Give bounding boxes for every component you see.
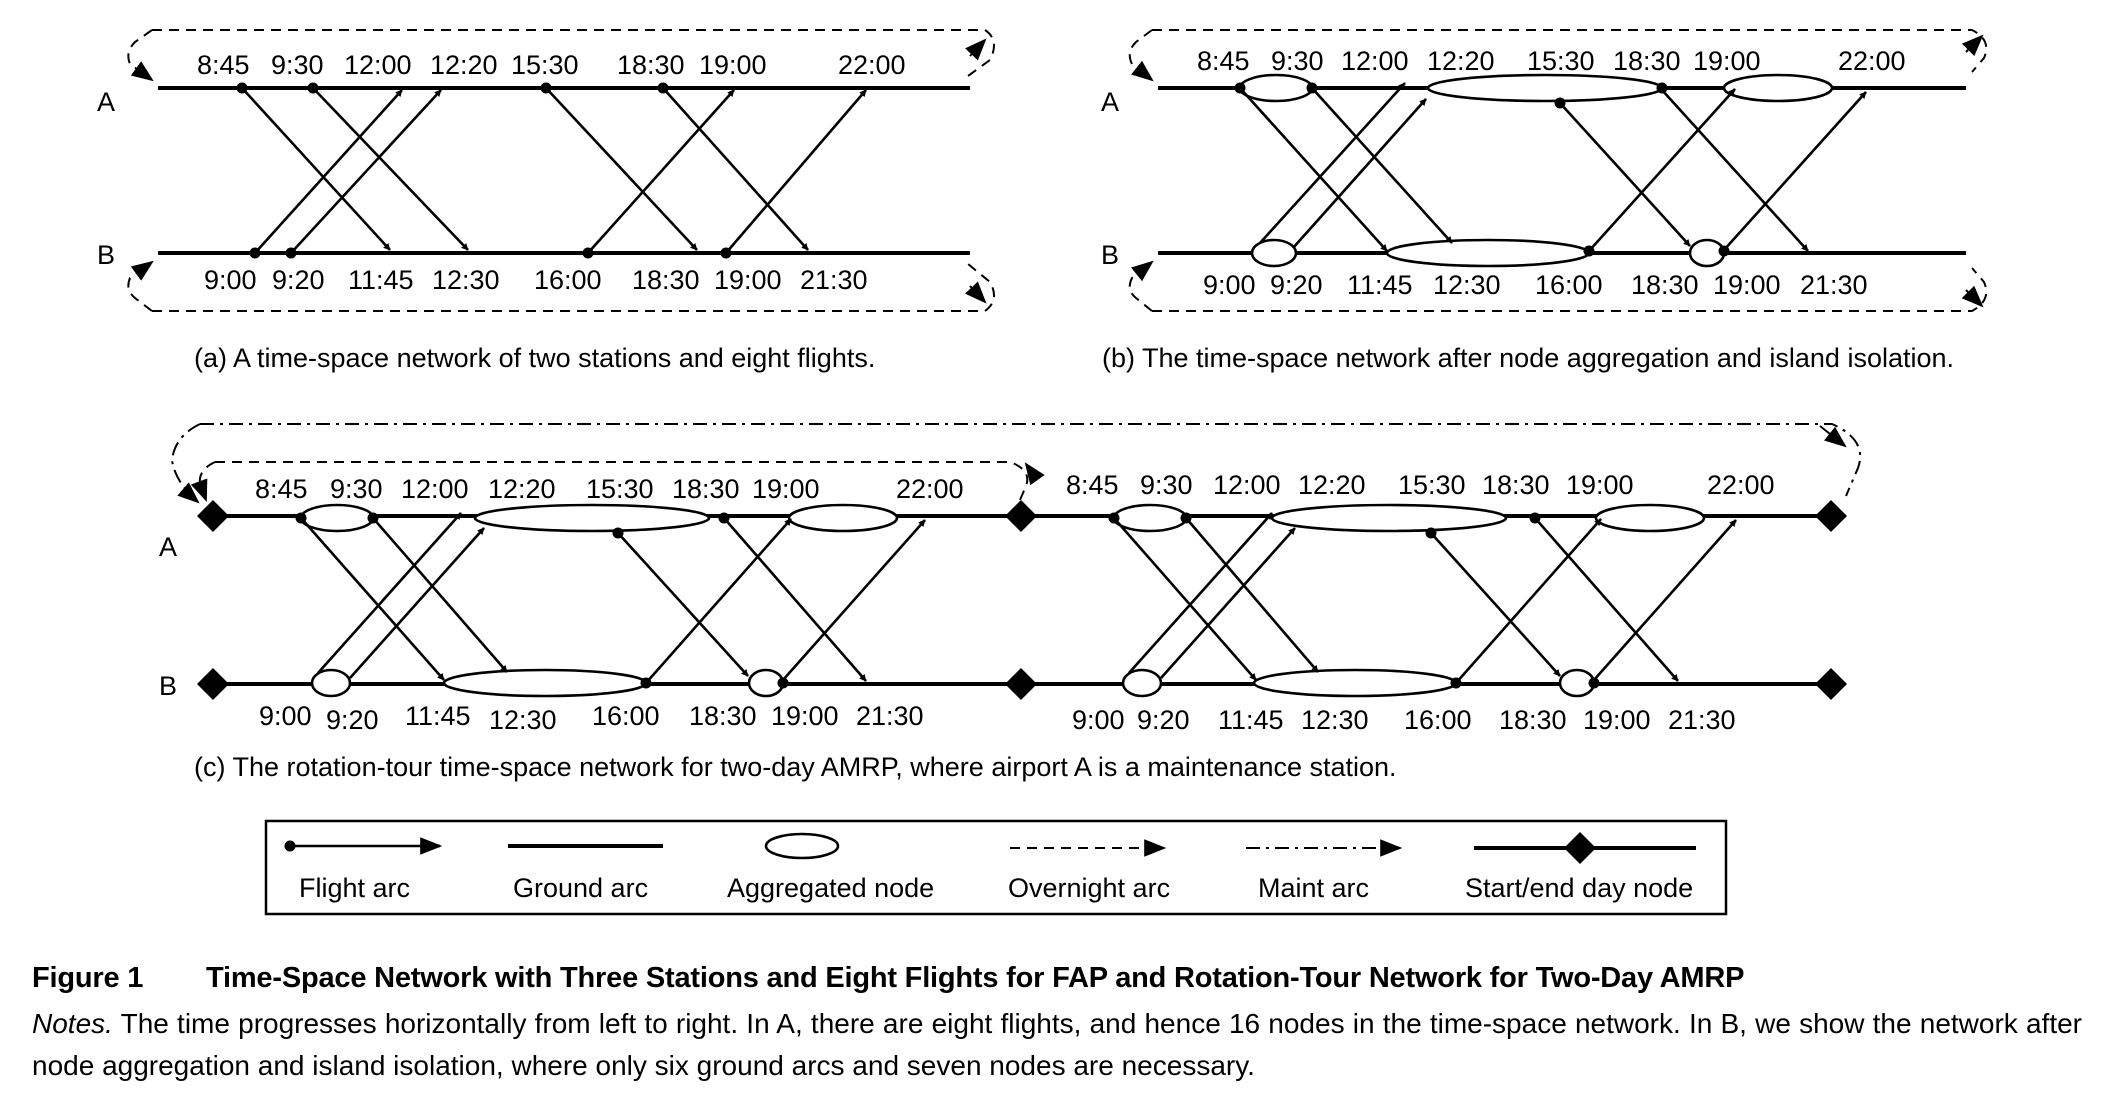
flight-node xyxy=(286,248,297,259)
time-label: 15:30 xyxy=(511,50,579,80)
flight-arc xyxy=(1594,520,1736,680)
time-label: 19:00 xyxy=(1566,470,1634,500)
time-label: 12:20 xyxy=(1427,46,1495,76)
time-label: 18:30 xyxy=(632,265,700,295)
start-end-day-node xyxy=(1815,668,1847,700)
aggregated-node xyxy=(312,670,350,696)
notes-label: Notes. xyxy=(32,1008,113,1039)
flight-arc xyxy=(663,88,808,250)
flight-arc xyxy=(350,528,484,678)
flight-node xyxy=(1530,513,1541,524)
panel-a xyxy=(97,30,994,373)
figure-title-text: Time-Space Network with Three Stations and Eight Flights for FAP and Rotation-Tour Network for Two-Day AMRP xyxy=(206,962,1745,994)
time-label: 18:30 xyxy=(689,701,757,731)
flight-arc xyxy=(1589,89,1735,251)
flight-node xyxy=(1181,513,1192,524)
aggregated-node xyxy=(1254,670,1456,696)
flight-arc xyxy=(1560,103,1690,246)
time-label: 19:00 xyxy=(1713,270,1781,300)
flight-arc xyxy=(1724,92,1866,250)
time-label: 21:30 xyxy=(800,265,868,295)
time-label: 12:30 xyxy=(489,705,557,735)
time-label: 12:30 xyxy=(432,265,500,295)
time-label: 21:30 xyxy=(1800,270,1868,300)
flight-node xyxy=(1307,83,1318,94)
figure-notes xyxy=(32,1003,2082,1087)
flight-arc xyxy=(588,90,734,253)
time-label: 15:30 xyxy=(586,474,654,504)
panel-b xyxy=(1101,30,1986,373)
flight-node xyxy=(1555,98,1566,109)
aggregated-node xyxy=(789,505,897,531)
flight-arc xyxy=(1186,518,1318,672)
flight-node xyxy=(1589,678,1600,689)
time-label: 11:45 xyxy=(1218,705,1284,735)
legend-flight-arc: Flight arc xyxy=(299,873,411,903)
aggregated-node xyxy=(1123,670,1161,696)
time-label: 21:30 xyxy=(856,701,924,731)
flight-arc xyxy=(1260,83,1405,243)
flight-arc xyxy=(1293,99,1426,248)
time-label: 18:30 xyxy=(672,474,740,504)
flight-node xyxy=(541,83,552,94)
flight-arc xyxy=(1535,518,1678,681)
legend-start-end-day-node: Start/end day node xyxy=(1465,873,1694,903)
flight-arc xyxy=(1456,519,1601,683)
time-label: 15:30 xyxy=(1527,46,1595,76)
time-label: 9:20 xyxy=(326,705,379,735)
time-label: 18:30 xyxy=(617,50,685,80)
figure-number: Figure 1 xyxy=(32,962,144,994)
time-label: 19:00 xyxy=(714,265,782,295)
time-label: 8:45 xyxy=(197,50,250,80)
aggregated-node xyxy=(1428,75,1662,101)
flight-arc xyxy=(618,533,748,676)
flight-node xyxy=(1657,83,1668,94)
station-a-label: A xyxy=(1101,87,1120,117)
flight-arc xyxy=(646,519,791,683)
flight-node xyxy=(583,248,594,259)
station-b-label: B xyxy=(159,671,178,701)
flight-node xyxy=(1584,246,1595,257)
station-a-label: A xyxy=(159,532,178,562)
flight-node xyxy=(721,248,732,259)
flight-arc xyxy=(373,518,507,672)
flight-node xyxy=(719,513,730,524)
time-label: 18:30 xyxy=(1499,705,1567,735)
start-end-day-node xyxy=(1815,500,1847,532)
flight-node xyxy=(658,83,669,94)
time-label: 11:45 xyxy=(348,265,414,295)
time-label: 9:00 xyxy=(259,701,312,731)
time-label: 16:00 xyxy=(592,701,660,731)
flight-arc xyxy=(726,90,866,253)
flight-arc xyxy=(301,518,444,680)
time-label: 12:00 xyxy=(1213,470,1281,500)
aggregated-node xyxy=(475,505,709,531)
aggregated-node xyxy=(1252,240,1296,266)
legend-aggregated-node: Aggregated node xyxy=(727,873,935,903)
time-label: 9:30 xyxy=(330,474,383,504)
flight-node xyxy=(237,83,248,94)
time-label: 16:00 xyxy=(1404,705,1472,735)
start-end-day-node xyxy=(1005,500,1037,532)
time-label: 19:00 xyxy=(699,50,767,80)
aggregated-node xyxy=(1240,75,1312,101)
start-end-day-node xyxy=(197,500,229,532)
flight-arc xyxy=(724,518,866,681)
time-label: 21:30 xyxy=(1668,705,1736,735)
aggregated-node xyxy=(444,670,646,696)
flight-arc xyxy=(1662,90,1808,251)
time-label: 9:00 xyxy=(1072,705,1125,735)
time-label: 22:00 xyxy=(838,50,906,80)
legend-overnight-arc: Overnight arc xyxy=(1008,873,1171,903)
aggregated-node xyxy=(1596,505,1704,531)
time-label: 11:45 xyxy=(1347,270,1413,300)
panel-c xyxy=(159,424,1860,782)
aggregated-node xyxy=(1724,75,1832,101)
time-label: 9:30 xyxy=(271,50,324,80)
time-label: 12:00 xyxy=(344,50,412,80)
time-label: 22:00 xyxy=(1707,470,1775,500)
time-label: 18:30 xyxy=(1613,46,1681,76)
time-label: 11:45 xyxy=(405,701,471,731)
flight-node xyxy=(250,248,261,259)
time-label: 22:00 xyxy=(896,474,964,504)
flight-node xyxy=(1719,246,1730,257)
time-label: 19:00 xyxy=(771,701,839,731)
flight-node xyxy=(641,678,652,689)
time-label: 9:30 xyxy=(1140,470,1193,500)
time-label: 12:00 xyxy=(401,474,469,504)
time-label: 18:30 xyxy=(1631,270,1699,300)
flight-arc xyxy=(291,90,441,253)
time-label: 19:00 xyxy=(752,474,820,504)
flight-arc xyxy=(783,520,925,680)
station-b-label: B xyxy=(1101,240,1120,270)
time-label: 12:20 xyxy=(488,474,556,504)
start-end-day-node xyxy=(1005,668,1037,700)
time-label: 8:45 xyxy=(255,474,308,504)
time-label: 9:00 xyxy=(1203,270,1256,300)
time-label: 12:20 xyxy=(430,50,498,80)
panel-c-caption: (c) The rotation-tour time-space network for two-day AMRP, where airport A is a maintenance station. xyxy=(194,752,1397,782)
flight-node xyxy=(308,83,319,94)
legend-ground-arc: Ground arc xyxy=(513,873,649,903)
aggregated-node xyxy=(301,505,373,531)
flight-arc xyxy=(1161,528,1295,678)
time-label: 9:30 xyxy=(1271,46,1324,76)
flight-arc xyxy=(255,90,402,253)
aggregated-node xyxy=(1272,505,1506,531)
flight-node xyxy=(1109,513,1120,524)
time-label: 16:00 xyxy=(1535,270,1603,300)
figure-title xyxy=(32,962,2082,995)
flight-arc xyxy=(1431,533,1560,676)
flight-node xyxy=(1235,83,1246,94)
aggregated-node xyxy=(1387,240,1589,266)
flight-arc xyxy=(1312,88,1452,243)
legend-maint-arc: Maint arc xyxy=(1258,873,1370,903)
time-label: 8:45 xyxy=(1197,46,1250,76)
station-a-label: A xyxy=(97,87,116,117)
time-label: 18:30 xyxy=(1482,470,1550,500)
time-label: 16:00 xyxy=(534,265,602,295)
time-label: 15:30 xyxy=(1398,470,1466,500)
time-label: 19:00 xyxy=(1583,705,1651,735)
flight-node xyxy=(296,513,307,524)
flight-arc xyxy=(1114,518,1256,680)
aggregated-node xyxy=(1114,505,1186,531)
panel-b-caption: (b) The time-space network after node aggregation and island isolation. xyxy=(1102,343,1955,373)
panel-a-caption: (a) A time-space network of two stations and eight flights. xyxy=(194,343,876,373)
time-label: 9:20 xyxy=(1137,705,1190,735)
legend xyxy=(266,821,1726,914)
notes-text: The time progresses horizontally from left to right. In A, there are eight flights, and hence 16 nodes in the time-space network. In B, we show the network after node aggregation and island isolation, where only six ground arcs and seven nodes are necessary. xyxy=(32,1008,2082,1081)
time-label: 19:00 xyxy=(1693,46,1761,76)
flight-arc xyxy=(546,88,697,250)
time-label: 9:20 xyxy=(1270,270,1323,300)
flight-node xyxy=(1426,528,1437,539)
time-label: 9:00 xyxy=(204,265,257,295)
flight-node xyxy=(1451,678,1462,689)
station-b-label: B xyxy=(97,240,116,270)
time-label: 22:00 xyxy=(1838,46,1906,76)
time-label: 8:45 xyxy=(1066,470,1119,500)
time-label: 12:30 xyxy=(1301,705,1369,735)
start-end-day-node xyxy=(197,668,229,700)
figure-caption xyxy=(32,962,2082,1087)
flight-arc xyxy=(313,88,468,250)
time-label: 9:20 xyxy=(272,265,325,295)
flight-node xyxy=(613,528,624,539)
flight-node xyxy=(778,678,789,689)
time-label: 12:00 xyxy=(1341,46,1409,76)
flight-node xyxy=(368,513,379,524)
time-label: 12:20 xyxy=(1298,470,1366,500)
time-label: 12:30 xyxy=(1433,270,1501,300)
